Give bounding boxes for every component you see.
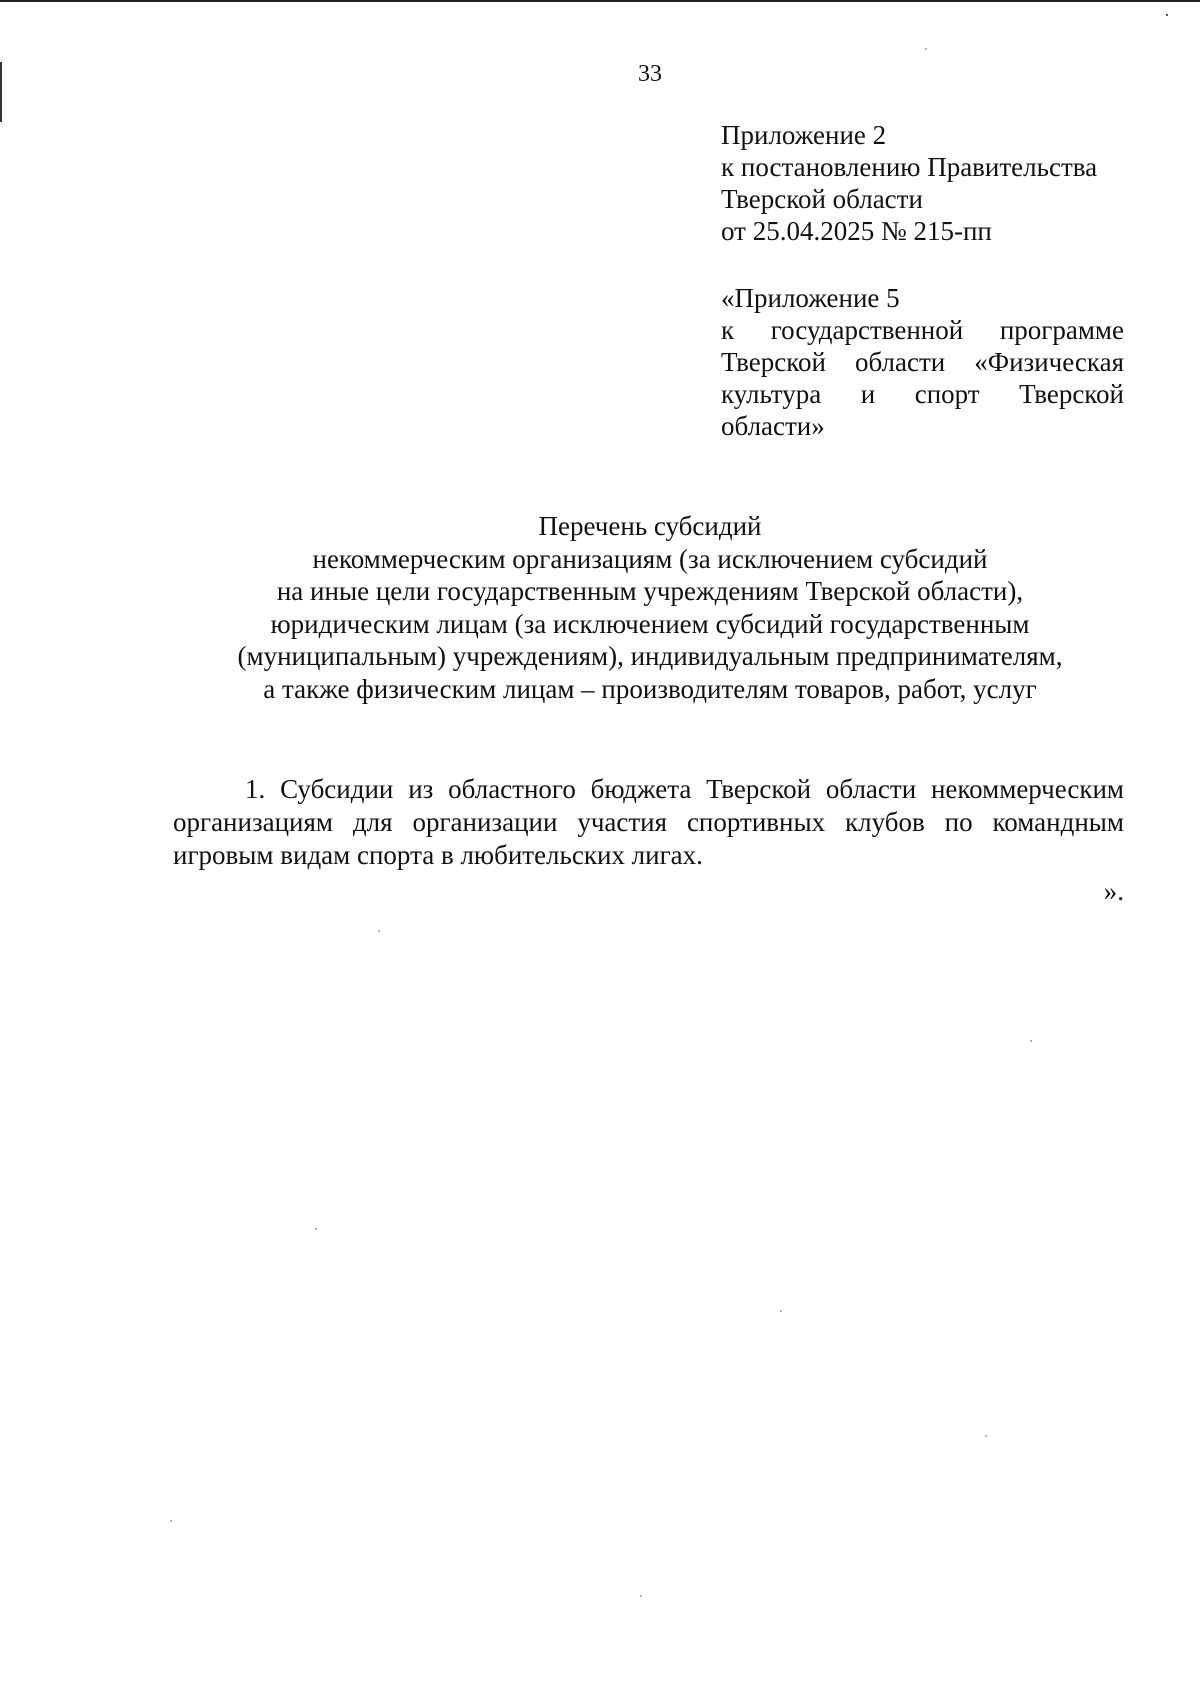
- title-line: а также физическим лицам – производителям товаров, работ, услуг: [263, 673, 1037, 704]
- scan-speck: [1166, 14, 1168, 16]
- appendix-header-line: от 25.04.2025 № 215-пп: [721, 216, 992, 246]
- closing-quote-mark: ».: [1103, 876, 1124, 906]
- title-line: Перечень субсидий: [538, 511, 762, 541]
- scan-edge-top: [0, 0, 1200, 2]
- body-paragraph: 1. Субсидии из областного бюджета Тверской области некоммерческим организациям для организации участия спортивных клубов по командным игровым видам спорта в любительских лигах.: [173, 774, 1124, 870]
- scan-speck: [315, 1228, 317, 1230]
- scan-speck: [925, 48, 927, 50]
- title-line: юридическим лицам (за исключением субсидий государственным: [270, 608, 1030, 639]
- appendix-header-line: к постановлению Правительства: [721, 152, 1098, 182]
- scan-speck: [378, 930, 380, 932]
- appendix-header: [721, 119, 1124, 247]
- scan-speck: [1030, 1040, 1032, 1042]
- title-line: некоммерческим организациям (за исключением субсидий: [312, 543, 988, 574]
- scan-speck: [985, 1435, 987, 1437]
- appendix-quoted-last-line: области»: [721, 411, 825, 441]
- appendix-quoted-first-line: «Приложение 5: [721, 283, 900, 313]
- title-line: (муниципальным) учреждениям), индивидуальным предпринимателям,: [237, 641, 1063, 671]
- document-title: [150, 510, 1150, 705]
- appendix-header-line: Приложение 2: [721, 120, 887, 150]
- appendix-quoted-text: к государственной программе Тверской области «Физическая культура и спорт Тверской: [721, 315, 1124, 409]
- appendix-quoted: [721, 282, 1124, 442]
- scan-speck: [780, 1310, 782, 1312]
- page-number: 33: [638, 61, 662, 87]
- scan-speck: [170, 1520, 172, 1522]
- appendix-header-line: Тверской области: [721, 184, 923, 214]
- title-line: на иные цели государственным учреждениям Тверской области),: [276, 576, 1024, 606]
- scan-speck: [640, 1595, 642, 1597]
